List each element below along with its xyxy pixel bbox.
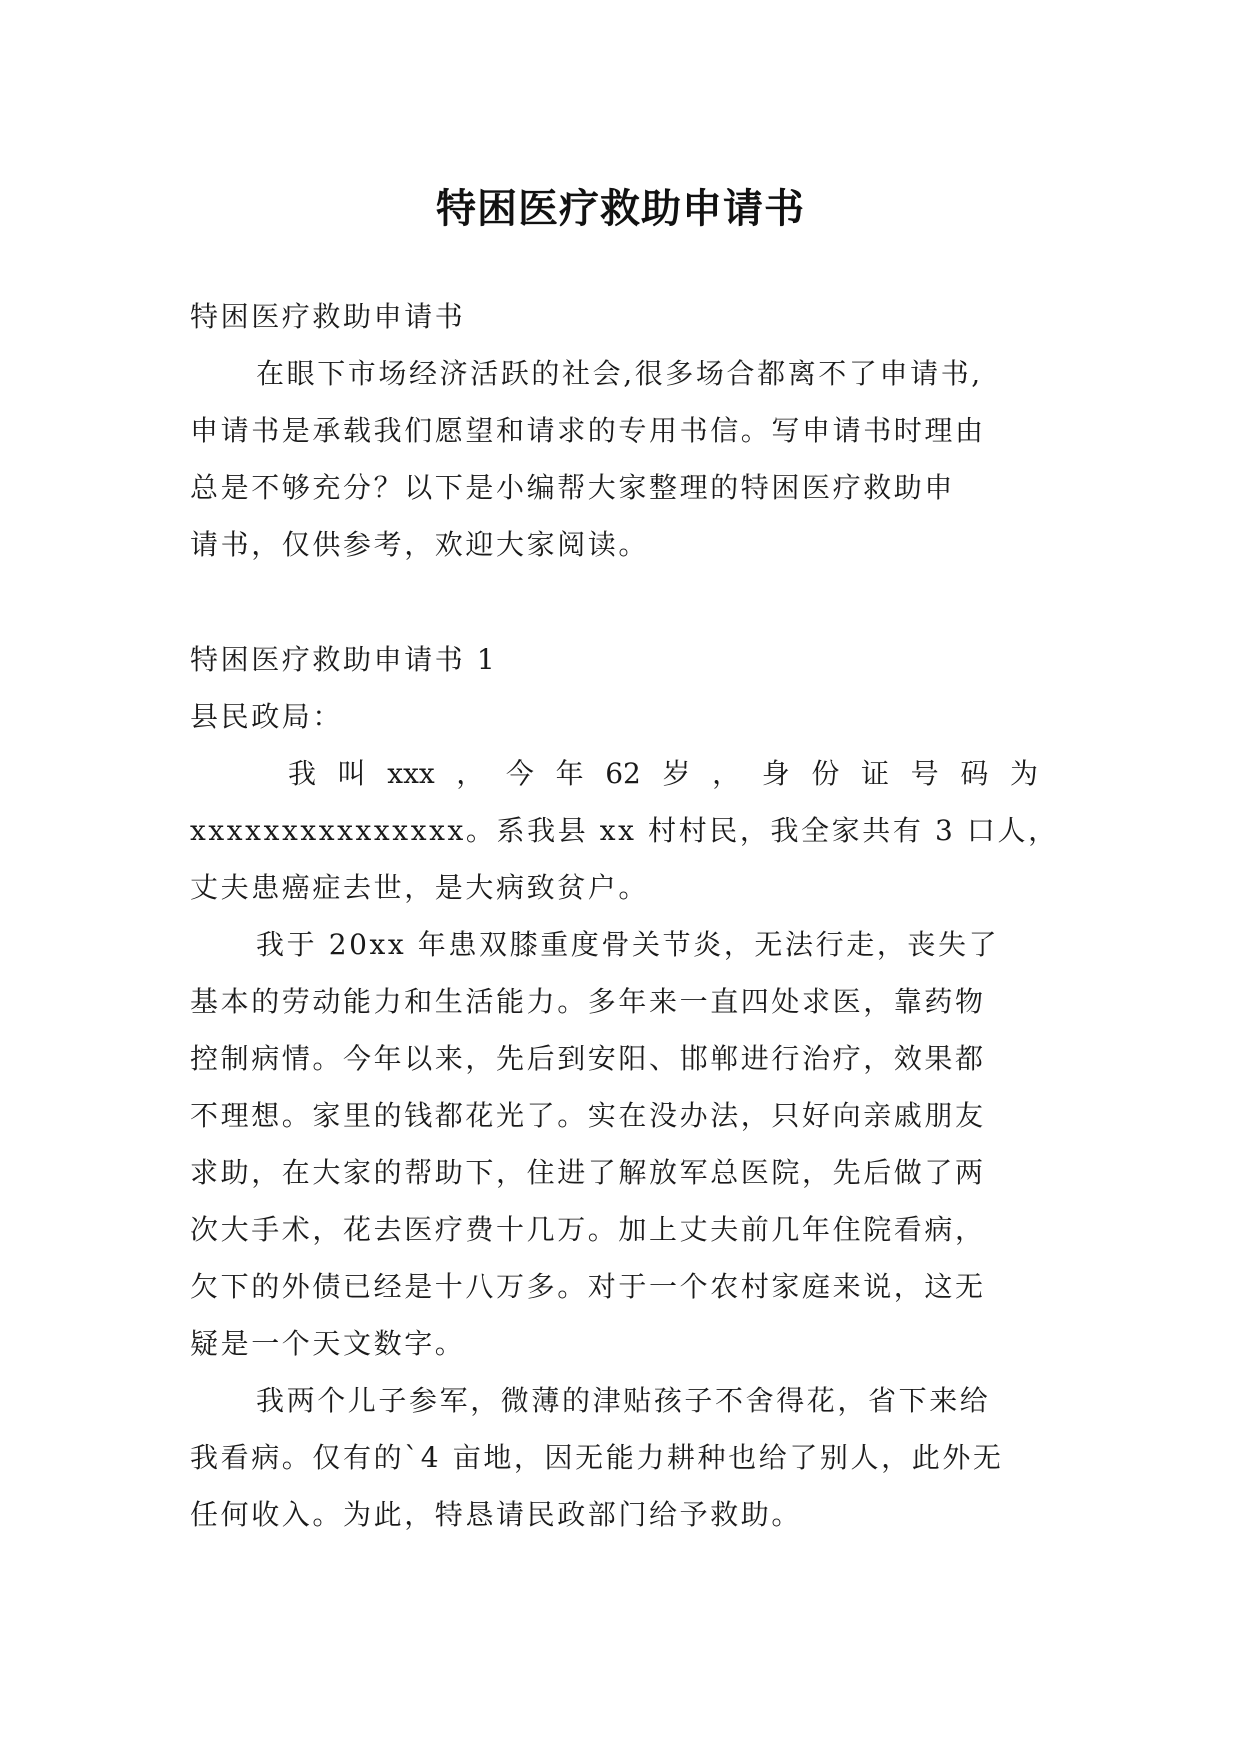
body-line: 基本的劳动能力和生活能力。多年来一直四处求医，靠药物	[190, 985, 986, 1018]
word: 为	[1009, 757, 1038, 790]
body-line: 不理想。家里的钱都花光了。实在没办法，只好向亲戚朋友	[190, 1099, 986, 1132]
body-line: xxxxxxxxxxxxxxx。系我县 xx 村村民，我全家共有 3 口人，	[190, 814, 1059, 847]
word: 号	[910, 757, 939, 790]
intro-line-4: 请书，仅供参考，欢迎大家阅读。	[190, 528, 650, 561]
word: 我	[288, 757, 317, 790]
word: 码	[960, 757, 989, 790]
subtitle-line: 特困医疗救助申请书	[190, 300, 466, 333]
body-line: 我两个儿子参军，微薄的津贴孩子不舍得花，省下来给	[256, 1384, 991, 1417]
document-title: 特困医疗救助申请书	[436, 184, 805, 232]
word: 年	[555, 757, 584, 790]
intro-line-1: 在眼下市场经济活跃的社会,很多场合都离不了申请书,	[256, 357, 983, 390]
section-heading: 特困医疗救助申请书 1	[190, 643, 498, 676]
intro-line-2: 申请书是承载我们愿望和请求的专用书信。写申请书时理由	[190, 414, 986, 447]
word: ，	[456, 757, 485, 790]
body-line: 控制病情。今年以来，先后到安阳、邯郸进行治疗，效果都	[190, 1042, 986, 1075]
body-line: 求助，在大家的帮助下，住进了解放军总医院，先后做了两	[190, 1156, 986, 1189]
word: 证	[861, 757, 890, 790]
word: 叫	[337, 757, 366, 790]
word: 身	[761, 757, 790, 790]
body-line-justified	[288, 755, 1038, 793]
word: 岁	[662, 757, 691, 790]
word: 今	[505, 757, 534, 790]
salutation: 县民政局：	[190, 700, 344, 733]
word: 份	[811, 757, 840, 790]
body-line: 次大手术，花去医疗费十几万。加上丈夫前几年住院看病，	[190, 1213, 986, 1246]
body-line: 丈夫患癌症去世，是大病致贫户。	[190, 871, 650, 904]
body-line: 任何收入。为此，特恳请民政部门给予救助。	[190, 1498, 803, 1531]
intro-line-3: 总是不够充分？以下是小编帮大家整理的特困医疗救助申	[190, 471, 956, 504]
word: xxx	[387, 757, 435, 790]
word: ，	[712, 757, 741, 790]
word: 62	[605, 757, 641, 790]
body-line: 我看病。仅有的`4 亩地，因无能力耕种也给了别人，此外无	[190, 1441, 1004, 1474]
body-line: 我于 20xx 年患双膝重度骨关节炎，无法行走，丧失了	[256, 928, 1000, 961]
body-line: 欠下的外债已经是十八万多。对于一个农村家庭来说，这无	[190, 1270, 986, 1303]
body-line: 疑是一个天文数字。	[190, 1327, 466, 1360]
